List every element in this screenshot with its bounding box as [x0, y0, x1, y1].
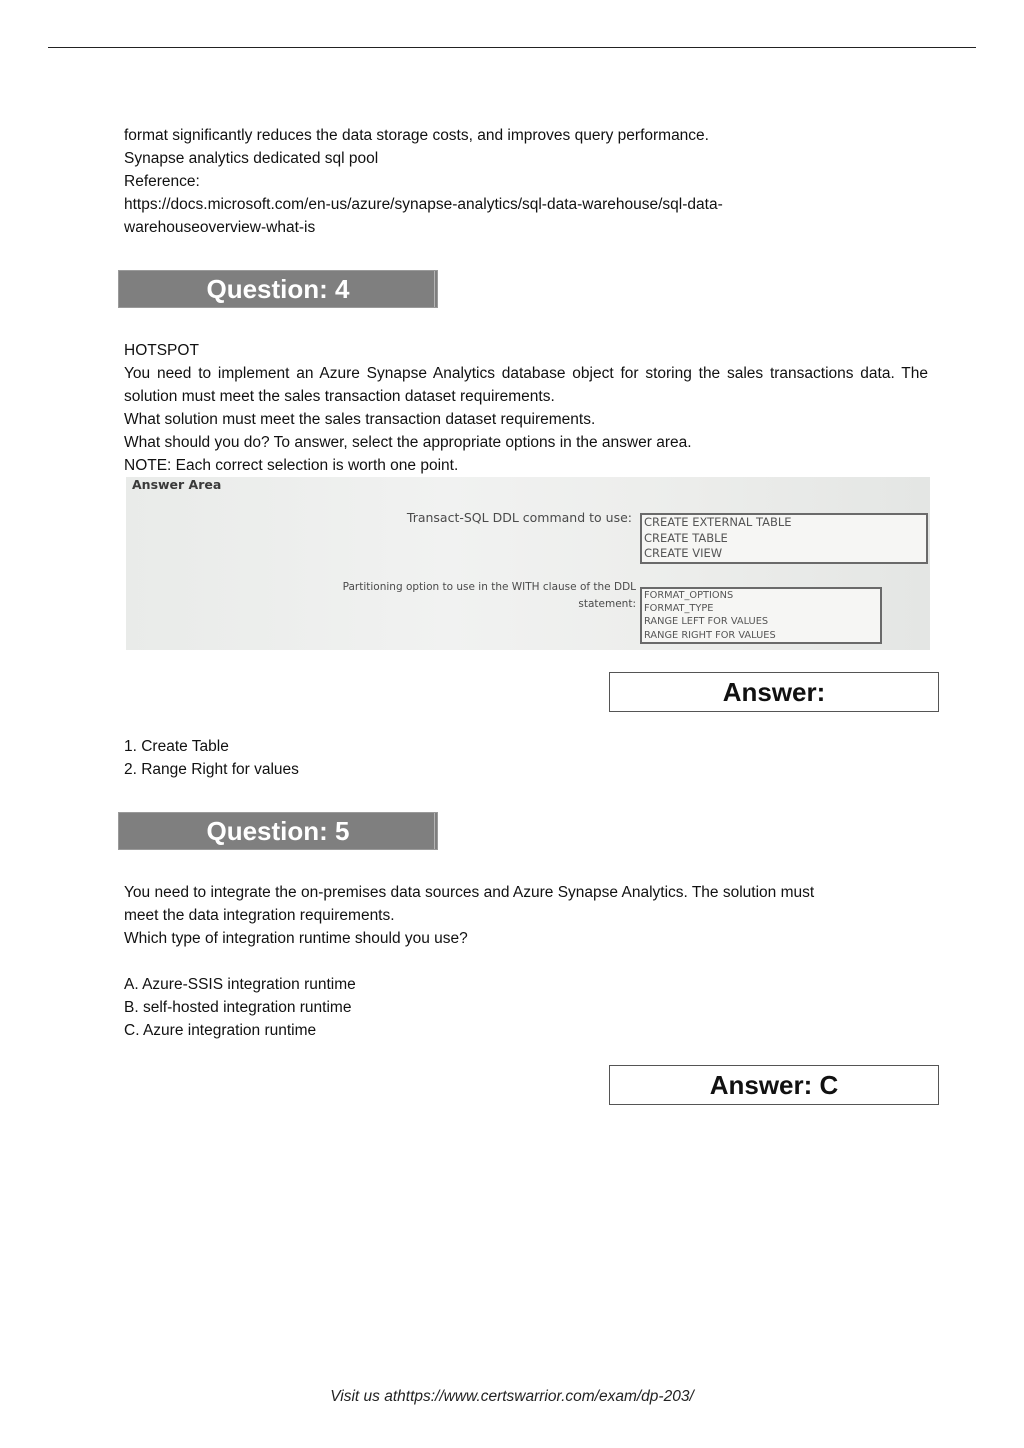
intro-line: Synapse analytics dedicated sql pool	[124, 150, 379, 167]
header-rule	[48, 47, 976, 48]
question-line: What solution must meet the sales transaction dataset requirements.	[124, 411, 596, 428]
question-note: NOTE: Each correct selection is worth one point.	[124, 457, 459, 474]
question-5-text	[124, 881, 814, 950]
answer-item: 2. Range Right for values	[124, 761, 299, 778]
reference-link-line: warehouseoverview-what-is	[124, 219, 316, 236]
question-5-banner	[118, 812, 438, 850]
answer-option: C. Azure integration runtime	[124, 1022, 317, 1039]
partition-option-label: Partitioning option to use in the WITH clause of the DDL	[342, 581, 636, 593]
question-5-title: Question: 5	[206, 816, 350, 846]
question-body: You need to implement an Azure Synapse Analytics database object for storing the sales transactions data. The solution must meet the sales transaction dataset requirements.	[124, 365, 928, 405]
question-body: meet the data integration requirements.	[124, 907, 395, 924]
question-body: You need to integrate the on-premises data sources and Azure Synapse Analytics. The solution must	[124, 884, 815, 901]
reference-link-line: https://docs.microsoft.com/en-us/azure/synapse-analytics/sql-data-warehouse/sql-data-	[124, 196, 723, 213]
dropdown-option[interactable]: FORMAT_OPTIONS	[644, 590, 734, 601]
answer-option: B. self-hosted integration runtime	[124, 999, 352, 1016]
ddl-command-label: Transact-SQL DDL command to use:	[406, 510, 632, 525]
footer-visit-link[interactable]: Visit us athttps://www.certswarrior.com/exam/dp-203/	[330, 1388, 694, 1405]
intro-text	[124, 124, 723, 239]
intro-line: format significantly reduces the data storage costs, and improves query performance.	[124, 127, 709, 144]
question-prompt: Which type of integration runtime should you use?	[124, 930, 468, 947]
hotspot-answer-area	[126, 477, 930, 650]
dropdown-option[interactable]: FORMAT_TYPE	[644, 603, 714, 615]
answer-option: A. Azure-SSIS integration runtime	[124, 976, 356, 993]
question-4-text	[124, 339, 928, 477]
intro-line: Reference:	[124, 173, 200, 190]
banner-divider	[434, 271, 435, 307]
answer-box-q5: Answer: C	[609, 1065, 939, 1105]
dropdown-option[interactable]: RANGE RIGHT FOR VALUES	[644, 629, 776, 641]
question-line: What should you do? To answer, select the appropriate options in the answer area.	[124, 434, 692, 451]
question-4-banner	[118, 270, 438, 308]
question-type: HOTSPOT	[124, 342, 199, 359]
dropdown-option[interactable]: CREATE TABLE	[644, 530, 728, 545]
answer-list-q4	[124, 735, 299, 781]
banner-divider	[434, 813, 435, 849]
question-4-title: Question: 4	[206, 274, 350, 304]
answer-box-q4: Answer:	[609, 672, 939, 712]
dropdown-option[interactable]: RANGE LEFT FOR VALUES	[644, 616, 769, 628]
partition-option-dropdown[interactable]	[640, 587, 882, 644]
question-5-options	[124, 973, 356, 1042]
answer-item: 1. Create Table	[124, 738, 229, 755]
ddl-command-dropdown[interactable]	[640, 513, 928, 564]
dropdown-option[interactable]: CREATE VIEW	[644, 546, 723, 560]
answer-area-title: Answer Area	[132, 477, 222, 492]
partition-option-label-cont: statement:	[578, 598, 636, 610]
dropdown-option[interactable]: CREATE EXTERNAL TABLE	[644, 515, 792, 529]
